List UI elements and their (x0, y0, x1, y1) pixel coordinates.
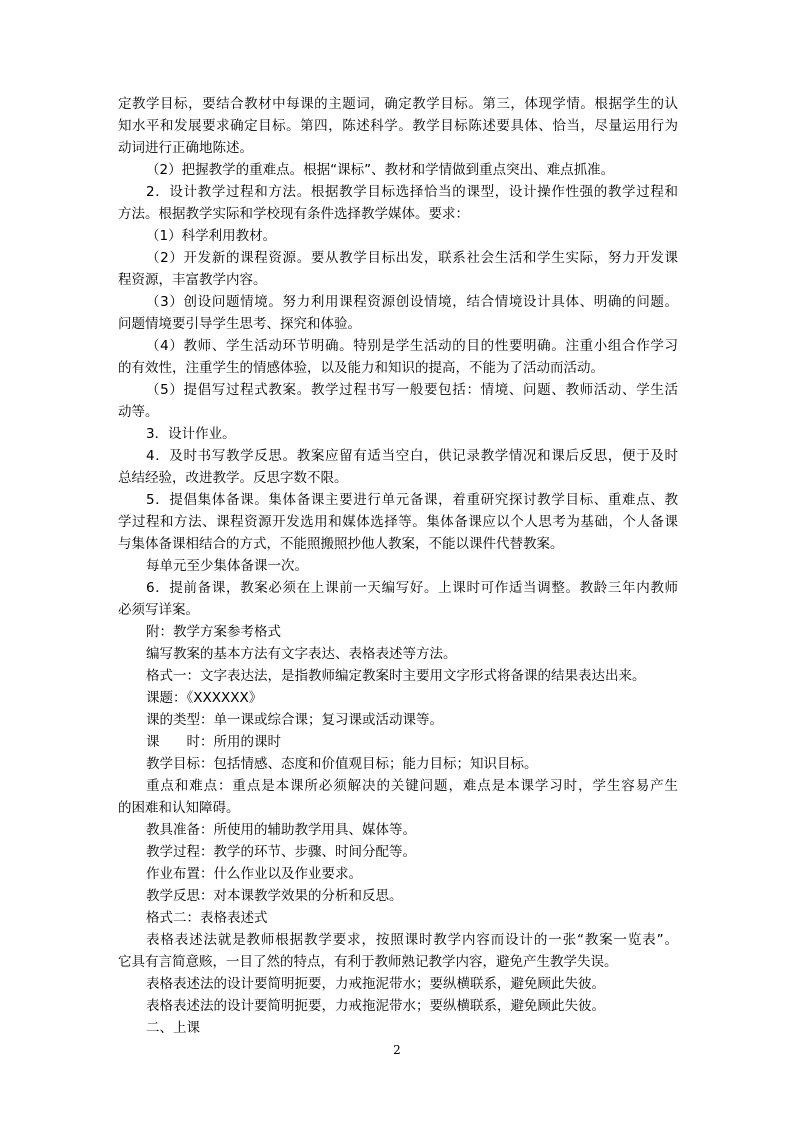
text-line: 总结经验，改进教学。反思字数不限。 (118, 470, 348, 486)
text-line: 必须写详案。 (118, 602, 199, 618)
text-line: 课题：《ХХХХХХ》 (146, 690, 263, 706)
text-line: （2）把握教学的重难点。根据“课标”、教材和学情做到重点突出、难点抓准。 (146, 162, 615, 178)
text-line: （5）提倡写过程式教案。教学过程书写一般要包括：情境、问题、教师活动、学生活 (146, 382, 678, 398)
text-line: 作业布置：什么作业以及作业要求。 (146, 866, 362, 882)
text-line: 教学过程：教学的环节、步骤、时间分配等。 (146, 844, 416, 860)
text-line: 它具有言简意赅，一目了然的特点，有利于教师熟记教学内容，避免产生教学失误。 (118, 954, 618, 970)
text-line: 4．及时书写教学反思。教案应留有适当空白，供记录教学情况和课后反思，便于及时 (146, 448, 678, 464)
text-line: 动等。 (118, 404, 159, 420)
text-line: 5．提倡集体备课。集体备课主要进行单元备课，着重研究探讨教学目标、重难点、教 (146, 492, 678, 508)
text-line: 学过程和方法、课程资源开发选用和媒体选择等。集体备课应以个人思考为基础，个人备课 (118, 514, 678, 530)
document-body (118, 93, 678, 1039)
text-line: 与集体备课相结合的方式，不能照搬照抄他人教案，不能以课件代替教案。 (118, 536, 564, 552)
text-line: 课 时：所用的课时 (146, 734, 281, 750)
text-line: 方法。根据教学实际和学校现有条件选择教学媒体。要求： (118, 206, 469, 222)
text-line: 重点和难点：重点是本课所必须解决的关键问题，难点是本课学习时，学生容易产生 (146, 778, 678, 794)
text-line: 每单元至少集体备课一次。 (146, 558, 308, 574)
text-line: 表格表述法的设计要简明扼要，力戒拖泥带水；要纵横联系，避免顾此失彼。 (146, 998, 605, 1014)
text-line: 教学反思：对本课教学效果的分析和反思。 (146, 888, 403, 904)
text-line: 2．设计教学过程和方法。根据教学目标选择恰当的课型，设计操作性强的教学过程和 (146, 184, 678, 200)
text-line: 问题情境要引导学生思考、探究和体验。 (118, 316, 361, 332)
page-number: 2 (393, 1043, 401, 1057)
text-line: 3．设计作业。 (146, 426, 236, 442)
text-line: 的有效性，注重学生的情感体验，以及能力和知识的提高，不能为了活动而活动。 (118, 360, 604, 376)
text-line: 动词进行正确地陈述。 (118, 140, 253, 156)
text-line: 教学目标：包括情感、态度和价值观目标；能力目标；知识目标。 (146, 756, 538, 772)
text-line: 表格表述法就是教师根据教学要求，按照课时教学内容而设计的一张“教案一览表”。 (146, 932, 678, 948)
text-line: 6．提前备课，教案必须在上课前一天编写好。上课时可作适当调整。教龄三年内教师 (146, 580, 678, 596)
text-line: 编写教案的基本方法有文字表达、表格表述等方法。 (146, 646, 457, 662)
text-line: 教具准备：所使用的辅助教学用具、媒体等。 (146, 822, 416, 838)
text-line: （2）开发新的课程资源。要从教学目标出发，联系社会生活和学生实际，努力开发课 (146, 250, 678, 266)
text-line: 课的类型：单一课或综合课；复习课或活动课等。 (146, 712, 443, 728)
text-line: （3）创设问题情境。努力利用课程资源创设情境，结合情境设计具体、明确的问题。 (146, 294, 678, 310)
text-line: 定教学目标，要结合教材中每课的主题词，确定教学目标。第三，体现学情。根据学生的认 (118, 96, 678, 112)
text-line: 格式二：表格表述式 (146, 910, 268, 926)
text-line: 程资源，丰富教学内容。 (118, 272, 267, 288)
text-line: 格式一：文字表达法，是指教师编定教案时主要用文字形式将备课的结果表达出来。 (146, 668, 646, 684)
text-line: 附：教学方案参考格式 (146, 624, 281, 640)
text-line: （4）教师、学生活动环节明确。特别是学生活动的目的性要明确。注重小组合作学习 (146, 338, 678, 354)
text-line: 表格表述法的设计要简明扼要，力戒拖泥带水；要纵横联系，避免顾此失彼。 (146, 976, 605, 992)
text-line: 的困难和认知障碍。 (118, 800, 240, 816)
text-line: 二、上课 (146, 1020, 200, 1036)
text-line: （1）科学利用教材。 (146, 228, 277, 244)
text-line: 知水平和发展要求确定目标。第四，陈述科学。教学目标陈述要具体、恰当，尽量运用行为 (118, 118, 678, 134)
